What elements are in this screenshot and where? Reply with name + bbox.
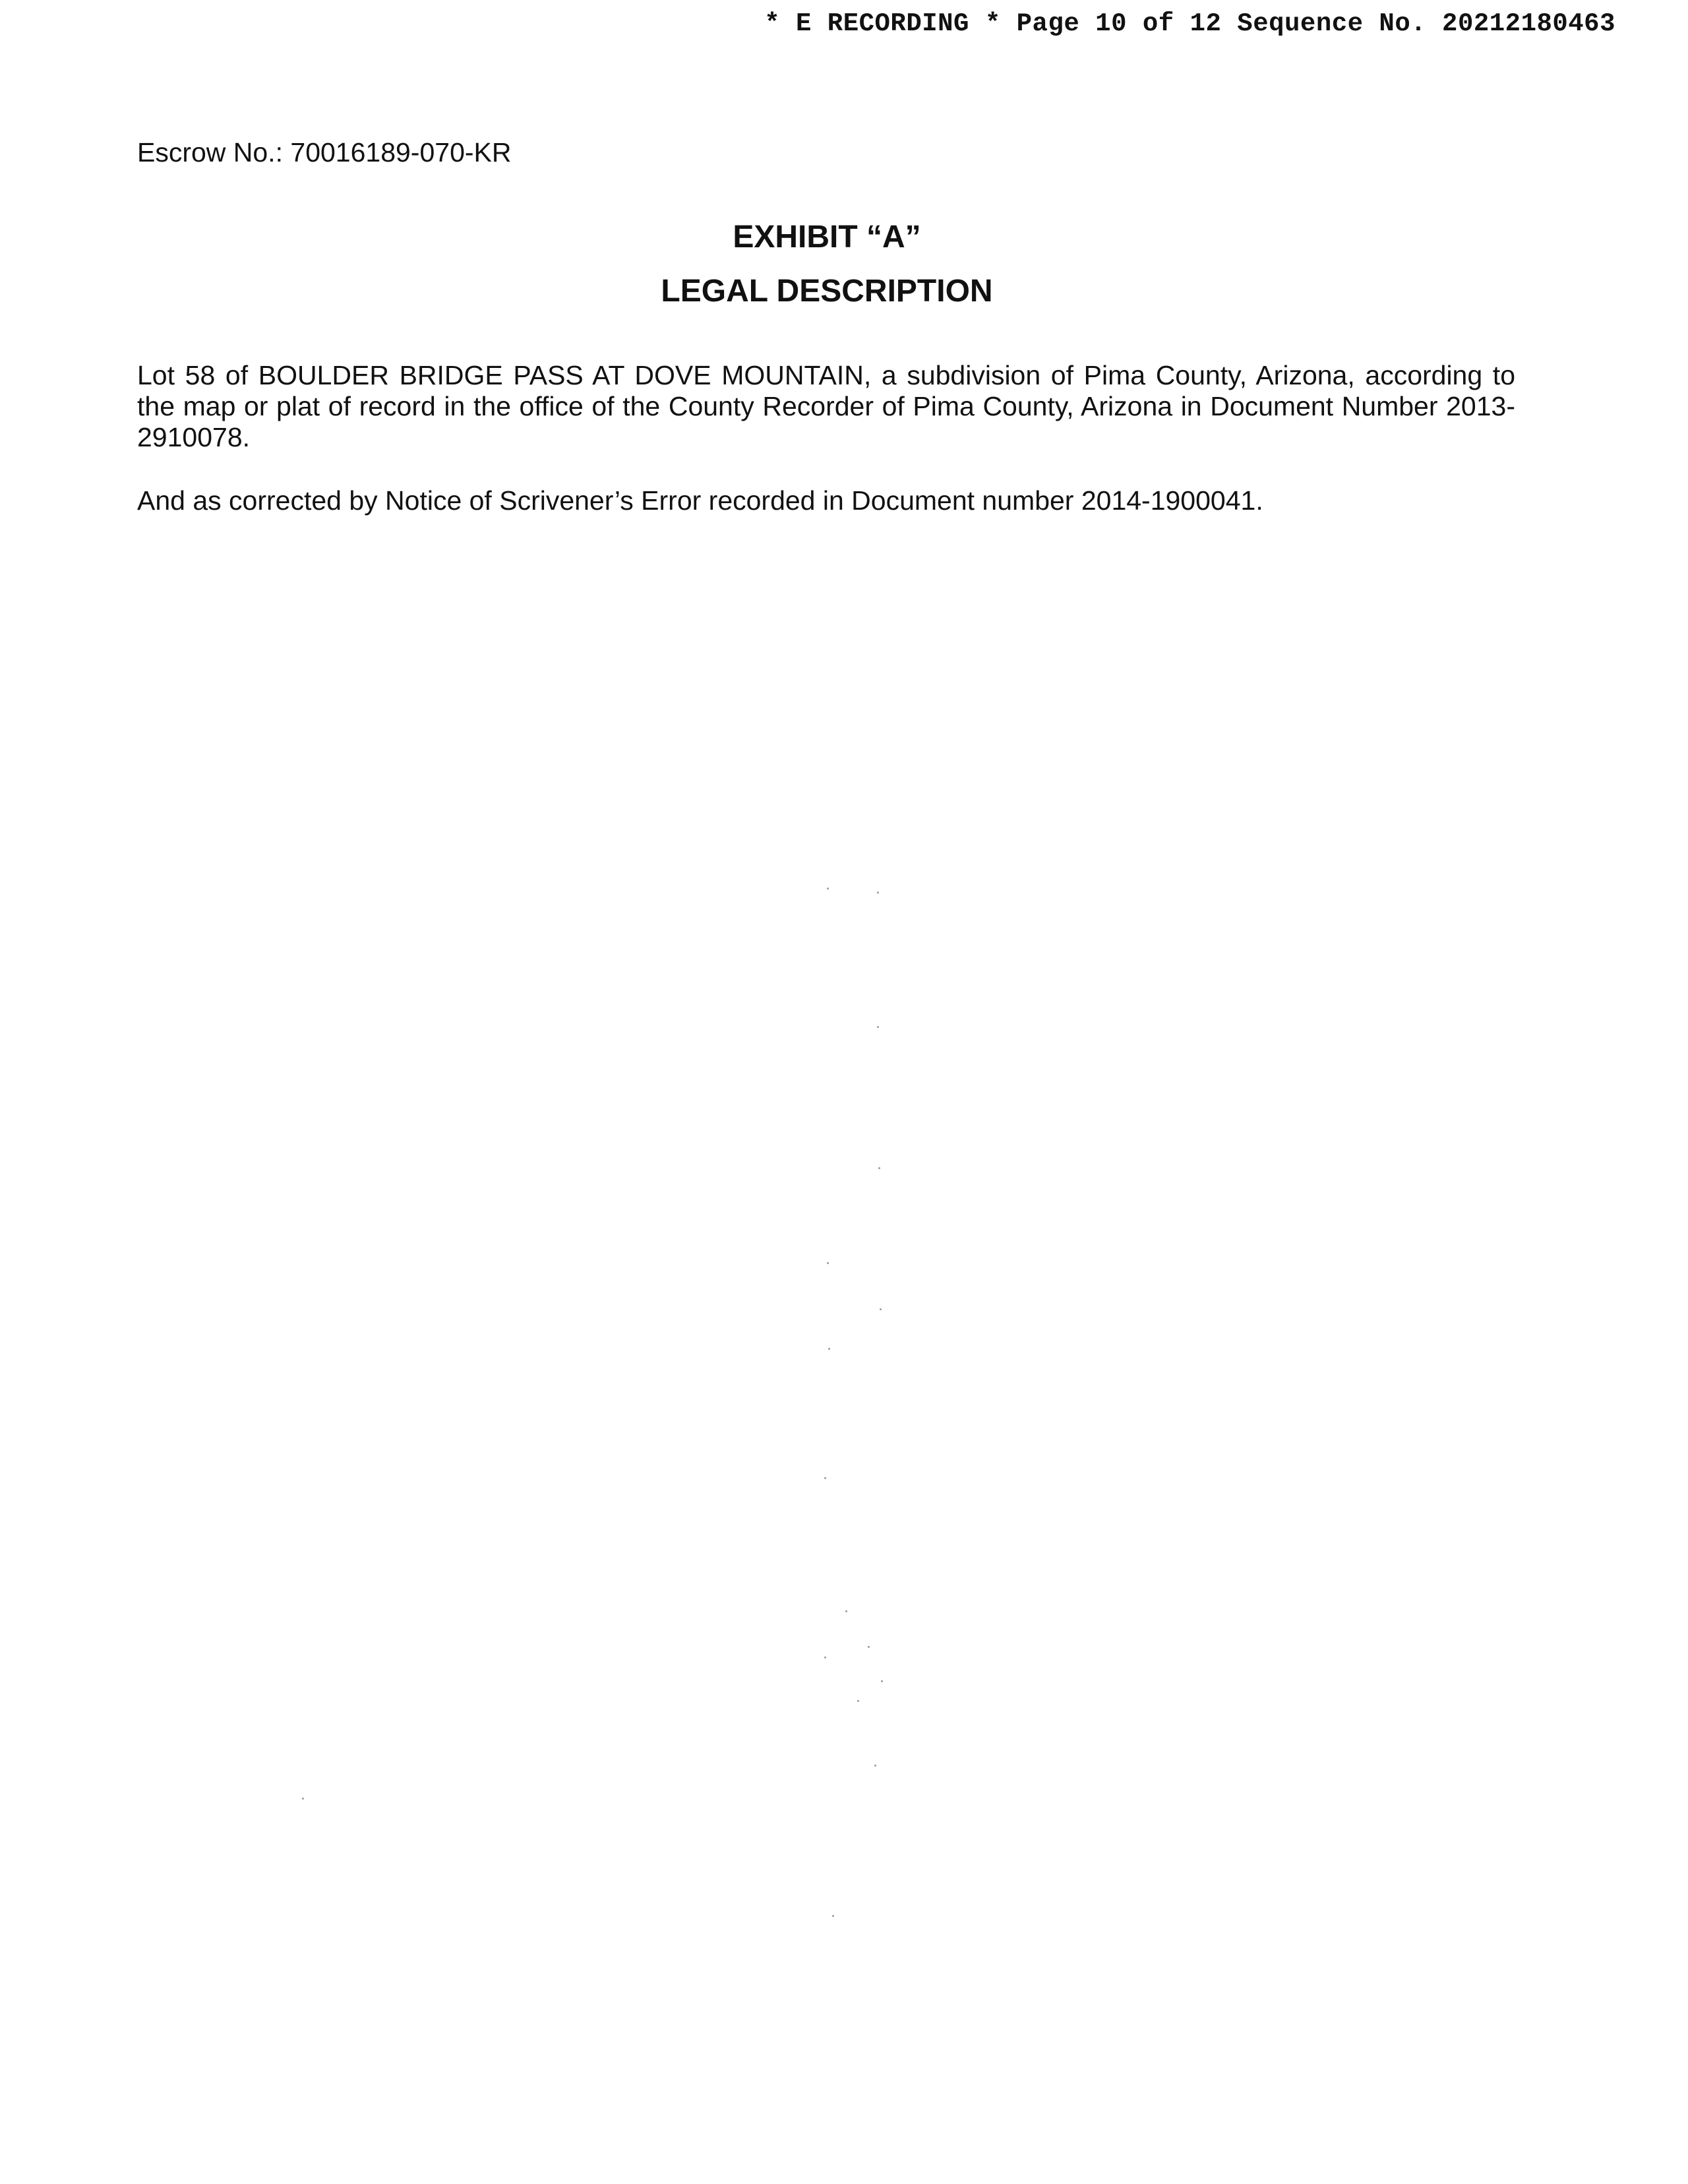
scan-speck (881, 1680, 883, 1682)
scan-speck (878, 1167, 880, 1169)
scan-speck (868, 1646, 870, 1648)
scan-speck (832, 1915, 834, 1917)
scan-speck (828, 1348, 830, 1350)
scan-speck (827, 1262, 829, 1264)
exhibit-title: EXHIBIT “A” (733, 220, 921, 255)
scan-speck (302, 1798, 304, 1800)
scan-speck (877, 1026, 879, 1028)
e-recording-header: * E RECORDING * Page 10 of 12 Sequence No. 20212180463 (764, 9, 1615, 38)
scan-speck (857, 1700, 859, 1702)
scan-speck (827, 888, 829, 890)
correction-paragraph: And as corrected by Notice of Scrivener’s Error recorded in Document number 2014-1900041. (137, 485, 1263, 516)
legal-description-paragraph: Lot 58 of BOULDER BRIDGE PASS AT DOVE MOUNTAIN, a subdivision of Pima County, Arizona, according to the map or plat of record in the office of the County Recorder of Pima County, Arizona in Document Number 2013-2910078. (137, 360, 1515, 452)
scan-speck (845, 1610, 847, 1612)
scan-speck (824, 1477, 826, 1479)
escrow-number: Escrow No.: 70016189-070-KR (137, 137, 512, 167)
scan-speck (874, 1765, 876, 1767)
legal-description-heading: LEGAL DESCRIPTION (661, 274, 993, 309)
scan-speck (824, 1656, 826, 1658)
scan-speck (877, 892, 879, 894)
scan-speck (880, 1308, 882, 1310)
